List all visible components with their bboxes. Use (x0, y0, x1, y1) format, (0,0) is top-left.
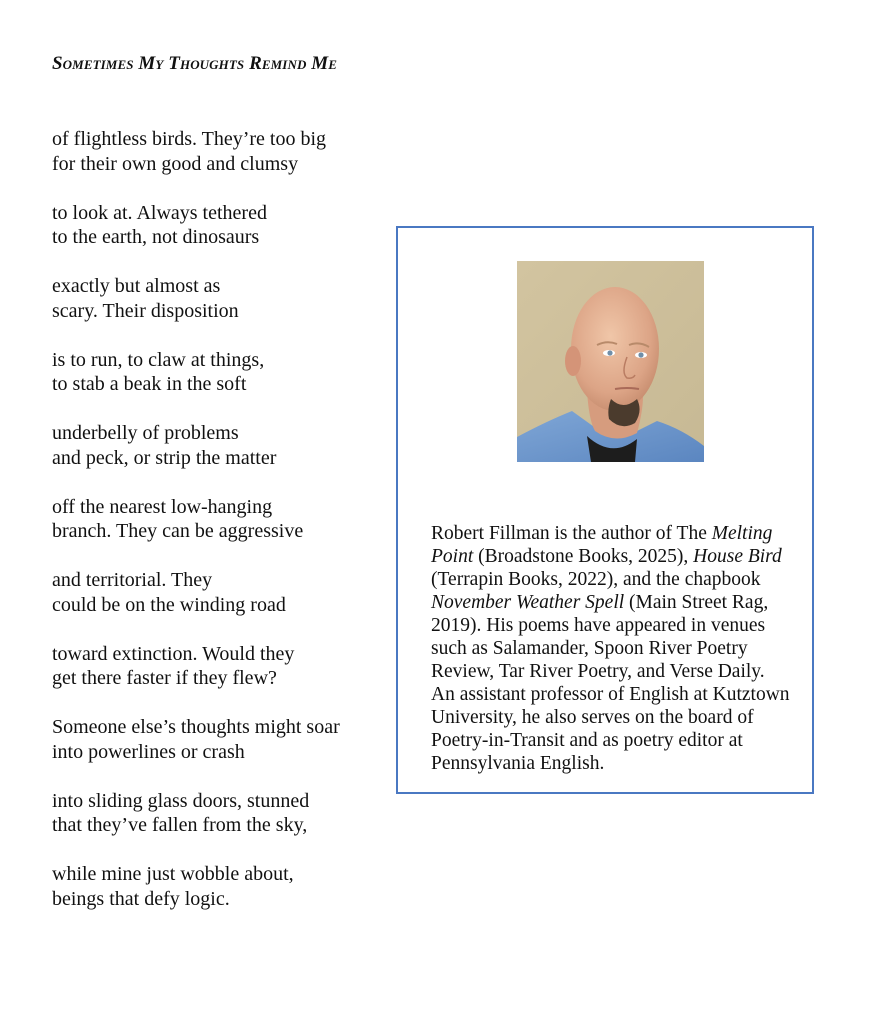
bio-text-segment: (Main Street Rag, (624, 592, 769, 613)
poem-line: Someone else’s thoughts might soar (52, 716, 340, 738)
poem-stanza (52, 715, 392, 764)
poem-line: toward extinction. Would they (52, 642, 295, 665)
poem-stanza (52, 862, 392, 911)
bio-text-segment: Poetry-in-Transit and as poetry editor at (431, 730, 743, 751)
poem-line: could be on the winding road (52, 593, 286, 616)
bio-text-segment: 2019). His poems have appeared in venues (431, 615, 766, 636)
bio-line (431, 545, 811, 568)
poem-stanza (52, 642, 392, 691)
poem-title: Sometimes My Thoughts Remind Me (52, 53, 338, 74)
bio-line (431, 706, 811, 729)
bio-text-segment: Review, Tar River Poetry, and Verse Daily. (431, 661, 765, 682)
poem-stanza (52, 127, 392, 176)
poem-line: to look at. Always tethered (52, 201, 267, 224)
poem-line: that they’ve fallen from the sky, (52, 814, 308, 836)
bio-line (431, 752, 811, 775)
poem-line: for their own good and clumsy (52, 152, 299, 175)
bio-line (431, 660, 811, 683)
poem-line: and peck, or strip the matter (52, 446, 277, 469)
poem-stanza (52, 421, 392, 470)
bio-line (431, 614, 811, 637)
poem-line: while mine just wobble about, (52, 863, 294, 885)
bio-line (431, 729, 811, 752)
bio-text-segment: Robert Fillman is the author of The (431, 523, 712, 544)
poem-line: beings that defy logic. (52, 887, 230, 910)
bio-text-segment: such as Salamander, Spoon River Poetry (431, 638, 748, 659)
poem-line: branch. They can be aggressive (52, 520, 304, 542)
poem-line: scary. Their disposition (52, 299, 239, 322)
poem-line: to the earth, not dinosaurs (52, 226, 260, 248)
author-bio-box (396, 226, 814, 794)
bio-line (431, 591, 811, 614)
poem-line: and territorial. They (52, 569, 213, 591)
poem-line: exactly but almost as (52, 275, 221, 297)
poem-line: into sliding glass doors, stunned (52, 789, 310, 812)
book-title: Point (431, 546, 474, 567)
poem-body (52, 127, 392, 936)
book-title: Melting (711, 523, 773, 544)
bio-text-segment: Pennsylvania English. (431, 753, 605, 774)
bio-text-segment: (Broadstone Books, 2025), (473, 546, 694, 567)
bio-line (431, 522, 811, 545)
author-bio-text (431, 522, 811, 775)
poem-line: underbelly of problems (52, 422, 239, 444)
poem-line: get there faster if they flew? (52, 667, 277, 689)
poem-stanza (52, 201, 392, 250)
poem-line: to stab a beak in the soft (52, 373, 247, 395)
poem-stanza (52, 348, 392, 397)
poem-line: off the nearest low-hanging (52, 495, 273, 518)
bio-text-segment: An assistant professor of English at Kutztown (431, 684, 790, 705)
poem-stanza (52, 274, 392, 323)
poem-line: into powerlines or crash (52, 740, 245, 763)
bio-line (431, 637, 811, 660)
author-photo (517, 261, 704, 462)
poem-stanza (52, 568, 392, 617)
author-photo-image (517, 261, 704, 462)
poem-line: is to run, to claw at things, (52, 348, 265, 371)
bio-line (431, 683, 811, 706)
poem-stanza (52, 789, 392, 838)
poem-line: of flightless birds. They’re too big (52, 128, 327, 150)
bio-line (431, 568, 811, 591)
bio-text-segment: University, he also serves on the board of (431, 707, 754, 728)
book-title: House Bird (693, 546, 782, 567)
bio-text-segment: (Terrapin Books, 2022), and the chapbook (431, 569, 761, 590)
poem-stanza (52, 495, 392, 544)
book-title: November Weather Spell (431, 592, 625, 613)
